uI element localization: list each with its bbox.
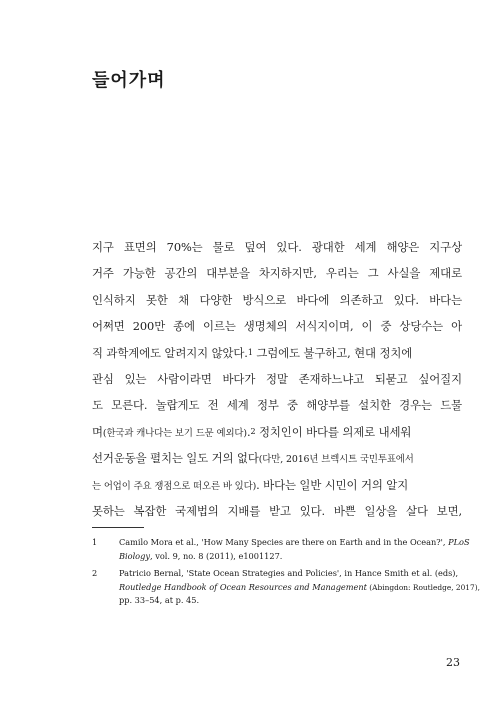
body-line-small: (한국과 캐나다는 보기 드문 예외다) — [102, 427, 247, 439]
body-line-text: 며 — [92, 424, 103, 439]
footnote-number: 1 — [92, 537, 98, 547]
body-line: 못하는 복잡한 국제법의 지배를 받고 있다. 바쁜 일상을 살다 보면, — [92, 503, 462, 518]
footnote-text — [119, 567, 480, 608]
footnote-text — [119, 536, 472, 563]
footnote-number: 2 — [92, 568, 98, 579]
footnote-rule — [92, 527, 144, 528]
footnote-line: pp. 33–54, at p. 45. — [119, 595, 200, 606]
body-line: 도 모른다. 놀랍게도 전 세계 정부 중 해양부를 설치한 경우는 드물 — [92, 398, 462, 413]
body-line-text: 선거운동을 펼치는 일도 거의 없다 — [92, 451, 259, 466]
footnote-italic: Routledge Handbook of Ocean Resources and Management — [119, 581, 367, 592]
body-text — [92, 234, 462, 524]
body-line-text: 그럼에도 불구하고, 현대 정치에 — [252, 345, 413, 360]
footnote-ref-2: 2 — [250, 426, 256, 436]
body-line: 관심 있는 사람이라면 바다가 정말 존재하느냐고 되묻고 싶어질지 — [92, 371, 462, 386]
body-line: 거주 가능한 공간의 대부분을 차지하지만, 우리는 그 사실을 제대로 — [92, 266, 462, 281]
footnote-item — [92, 536, 472, 563]
body-line-text: 직 과학계에도 알려지지 않았다. — [92, 345, 248, 360]
footnote-segment: , vol. 9, no. 8 (2011), e1001127. — [149, 550, 283, 561]
footnote-italic: PLoS — [448, 537, 470, 547]
chapter-title: 들어가며 — [92, 70, 166, 91]
footnote-item — [92, 567, 480, 608]
footnote-segment: (Abingdon: Routledge, 2017), — [366, 582, 480, 592]
body-line — [92, 340, 462, 366]
body-line: 지구 표면의 70%는 물로 덮여 있다. 광대한 세계 해양은 지구상 — [92, 240, 462, 254]
body-line — [92, 419, 462, 445]
footnote-line: Patricio Bernal, 'State Ocean Strategies and Policies', in Hance Smith et al. (eds), — [119, 568, 459, 579]
footnote-line — [119, 581, 480, 595]
footnote-line — [119, 550, 472, 564]
body-line-small: (다만, 2016년 브렉시트 국민투표에서 — [258, 454, 414, 466]
footnote-italic: Biology — [119, 550, 150, 561]
page-number: 23 — [446, 656, 460, 669]
body-line-text: 정치인이 바다를 의제로 내세워 — [255, 424, 412, 439]
body-line: 인식하지 못한 채 다양한 방식으로 바다에 의존하고 있다. 바다는 — [92, 292, 462, 307]
body-line: 어쩌면 200만 종에 이르는 생명체의 서식지이며, 이 중 상당수는 아 — [92, 319, 462, 334]
footnote-segment: Camilo Mora et al., 'How Many Species are there on Earth and in the Ocean?', — [119, 537, 449, 547]
footnotes — [92, 536, 480, 610]
body-line — [92, 472, 462, 498]
footnote-ref-1: 1 — [247, 347, 253, 357]
body-line-text: . 바다는 일반 시민이 거의 알지 — [256, 477, 409, 492]
body-line-small: 는 어업이 주요 쟁점으로 떠오른 바 있다) — [92, 480, 257, 492]
body-line-text: . — [246, 424, 251, 439]
footnote-line — [119, 536, 472, 550]
body-line — [92, 445, 462, 471]
